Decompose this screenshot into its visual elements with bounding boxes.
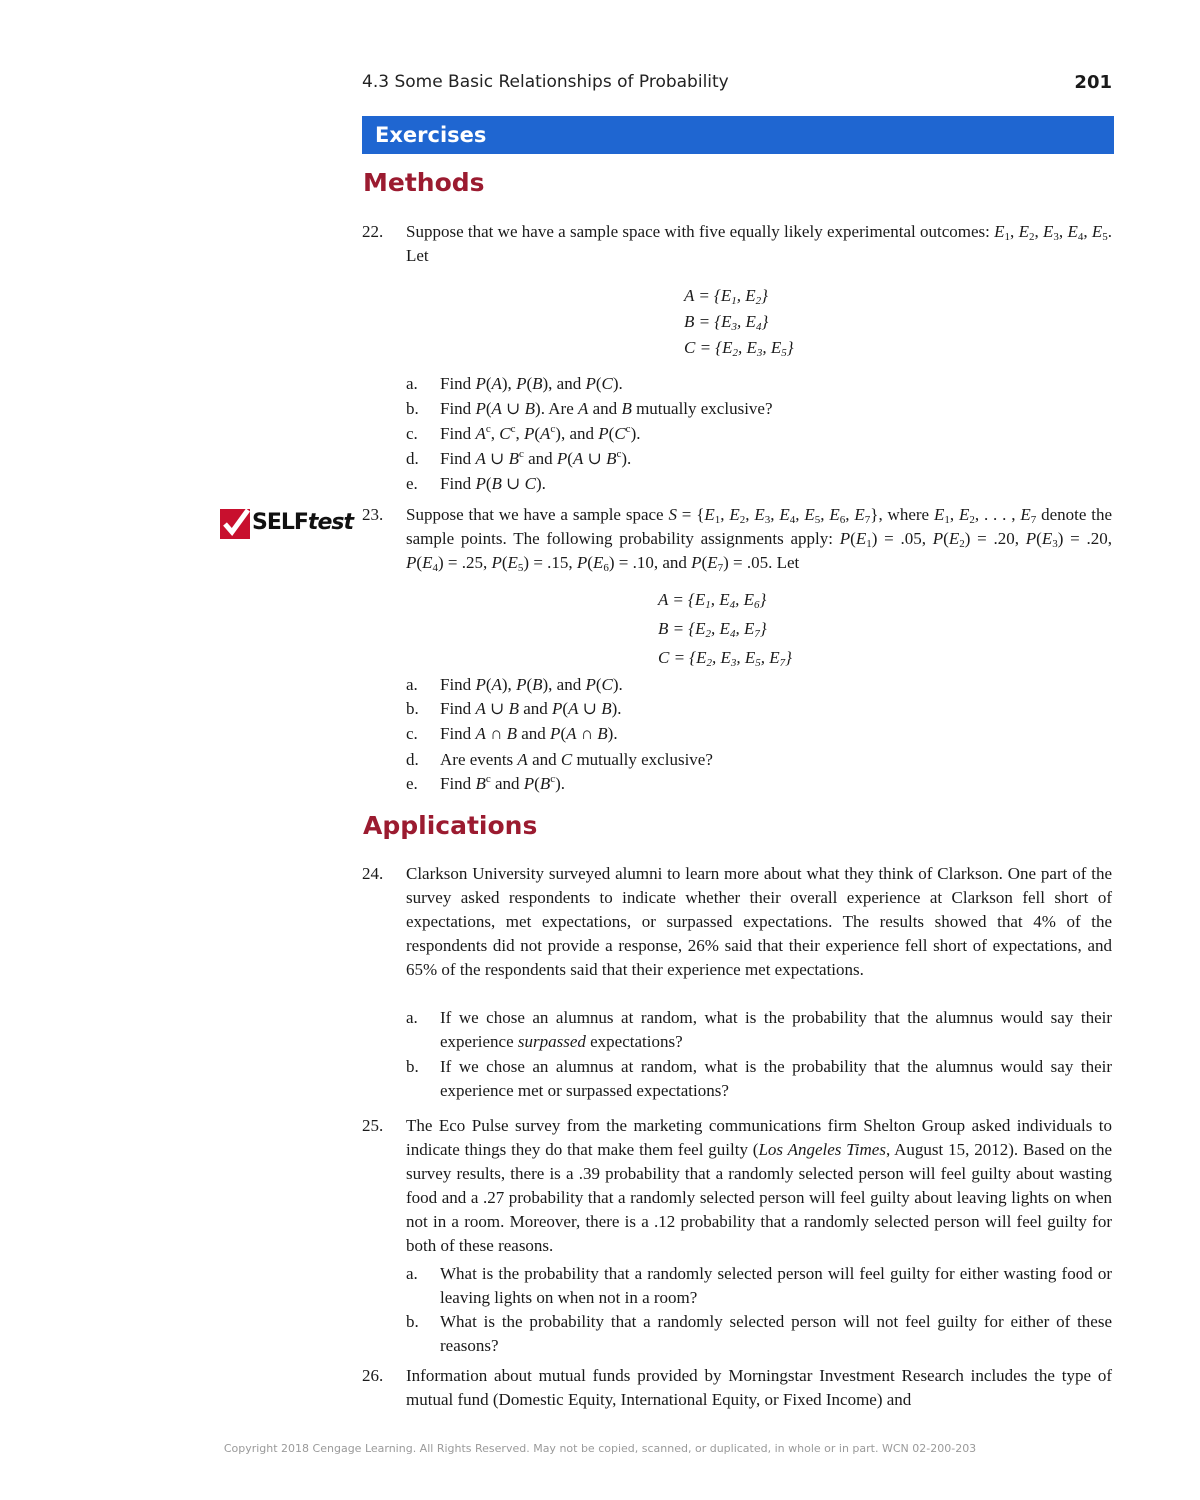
running-head	[362, 72, 1112, 92]
part-label: c.	[406, 724, 418, 743]
part-text: Find A ∪ B and P(A ∪ B).	[440, 699, 622, 718]
copyright-footer: Copyright 2018 Cengage Learning. All Rights Reserved. May not be copied, scanned, or duplicated, in whole or in part. WCN 02-200-203	[223, 1442, 977, 1455]
methods-heading: Methods	[363, 168, 485, 197]
exercise-25-number: 25.	[362, 1116, 384, 1135]
selftest-word	[252, 510, 353, 535]
part-text: Find $A^c$, $C^c$, $P(A^c)$, and $P(C^c)$.	[440, 423, 641, 443]
part-label: b.	[406, 699, 419, 718]
part-label: c.	[406, 424, 418, 443]
exercise-23-equation-a: $A = \{E_1$, $E_4$, $E_6$}	[658, 590, 767, 611]
exercise-26-intro: Information about mutual funds provided by Morningstar Investment Research includes the type of mutual fund (Domestic Equity, International Equity, or Fixed Income) and	[406, 1366, 1112, 1409]
part-text: Find A ∩ B and P(A ∩ B).	[440, 724, 618, 743]
part-label: b.	[406, 399, 419, 418]
applications-heading: Applications	[363, 811, 538, 840]
exercise-23-equation-b: $B = \{E_2$, $E_4$, $E_7$}	[658, 619, 767, 640]
exercise-23-equation-c: $C = \{E_2$, $E_3$, $E_5$, $E_7$}	[658, 648, 792, 669]
exercise-25-intro: The Eco Pulse survey from the marketing communications firm Shelton Group asked individuals to indicate things they do that make them feel guilty (Los Angeles Times, August 15, 2012). Based on the survey results, there is a .39 probability that a randomly selected person will feel guilty about wasting food and a .27 probability that a randomly selected person will feel guilty about leaving lights on when not in a room. Moreover, there is a .12 probability that a randomly selected person will feel guilty for both of these reasons.	[406, 1116, 1113, 1255]
part-text: What is the probability that a randomly selected person will feel guilty for either wasting food or leaving lights on when not in a room?	[440, 1264, 1112, 1307]
part-label: d.	[406, 449, 419, 468]
part-text: If we chose an alumnus at random, what is the probability that the alumnus would say their experience surpassed expectations?	[440, 1008, 1112, 1051]
part-label: d.	[406, 750, 419, 769]
part-text: What is the probability that a randomly selected person will not feel guilty for either of these reasons?	[440, 1312, 1112, 1355]
exercise-26-number: 26.	[362, 1366, 384, 1385]
section-title: 4.3 Some Basic Relationships of Probability	[362, 72, 729, 92]
exercises-banner	[362, 116, 1114, 154]
part-label: e.	[406, 774, 418, 793]
part-text: Find A ∪ $B^c$ and P(A ∪ $B^c$).	[440, 448, 632, 468]
part-text: Find $B^c$ and $P(B^c)$.	[440, 773, 566, 793]
selftest-suffix: test	[307, 510, 353, 535]
part-label: a.	[406, 374, 418, 393]
exercise-22-equation-c: $C = \{E_2$, $E_3$, $E_5$}	[684, 338, 794, 359]
exercise-24-intro: Clarkson University surveyed alumni to learn more about what they think of Clarkson. One part of the survey asked respondents to indicate whether their overall experience at Clarkson fell short of expectations, met expectations, or surpassed expectations. The results showed that 4% of the respondents did not provide a response, 26% said that their experience fell short of expectations, and 65% of the respondents said that their experience met expectations.	[406, 864, 1112, 979]
page-number: 201	[1074, 72, 1112, 93]
part-label: a.	[406, 675, 418, 694]
part-text: If we chose an alumnus at random, what is the probability that the alumnus would say their experience met or surpassed expectations?	[440, 1057, 1112, 1100]
part-label: a.	[406, 1008, 418, 1027]
part-text: Find P(A), P(B), and P(C).	[440, 675, 623, 694]
checkmark-icon	[220, 507, 252, 539]
part-label: b.	[406, 1312, 419, 1331]
exercise-23-intro: Suppose that we have a sample space $S = \{E_1$, $E_2$, $E_3$, $E_4$, $E_5$, $E_6$, $E_7$}, where $E_1$, $E_2$, . . . , $E_7$ denote the sample points. The following probability assignments apply: $P(E_1) = .05$, $P(E_2) = .20$, $P(E_3) = .20$, $P(E_4) = .25$, $P(E_5) = .15$, $P(E_6) = .10$, and $P(E_7) = .05$. Let	[406, 505, 1113, 574]
exercises-banner-label: Exercises	[375, 123, 487, 147]
exercise-22-number: 22.	[362, 222, 384, 241]
selftest-logo	[220, 507, 353, 541]
selftest-brand: SELF	[252, 510, 308, 535]
part-text: Are events A and C mutually exclusive?	[440, 750, 713, 769]
exercise-23-number: 23.	[362, 505, 384, 524]
exercise-22-equation-b: $B = \{E_3$, $E_4$}	[684, 312, 769, 333]
part-text: Find P(A), P(B), and P(C).	[440, 374, 623, 393]
part-label: a.	[406, 1264, 418, 1283]
part-label: b.	[406, 1057, 419, 1076]
part-label: e.	[406, 474, 418, 493]
exercise-22-intro: Suppose that we have a sample space with five equally likely experimental outcomes: $E_1$, $E_2$, $E_3$, $E_4$, $E_5$. Let	[406, 222, 1113, 265]
exercise-24-number: 24.	[362, 864, 384, 883]
part-text: Find P(B ∪ C).	[440, 474, 546, 493]
exercise-22-equation-a: $A = \{E_1$, $E_2$}	[684, 286, 768, 307]
part-text: Find P(A ∪ B). Are A and B mutually exclusive?	[440, 399, 773, 418]
